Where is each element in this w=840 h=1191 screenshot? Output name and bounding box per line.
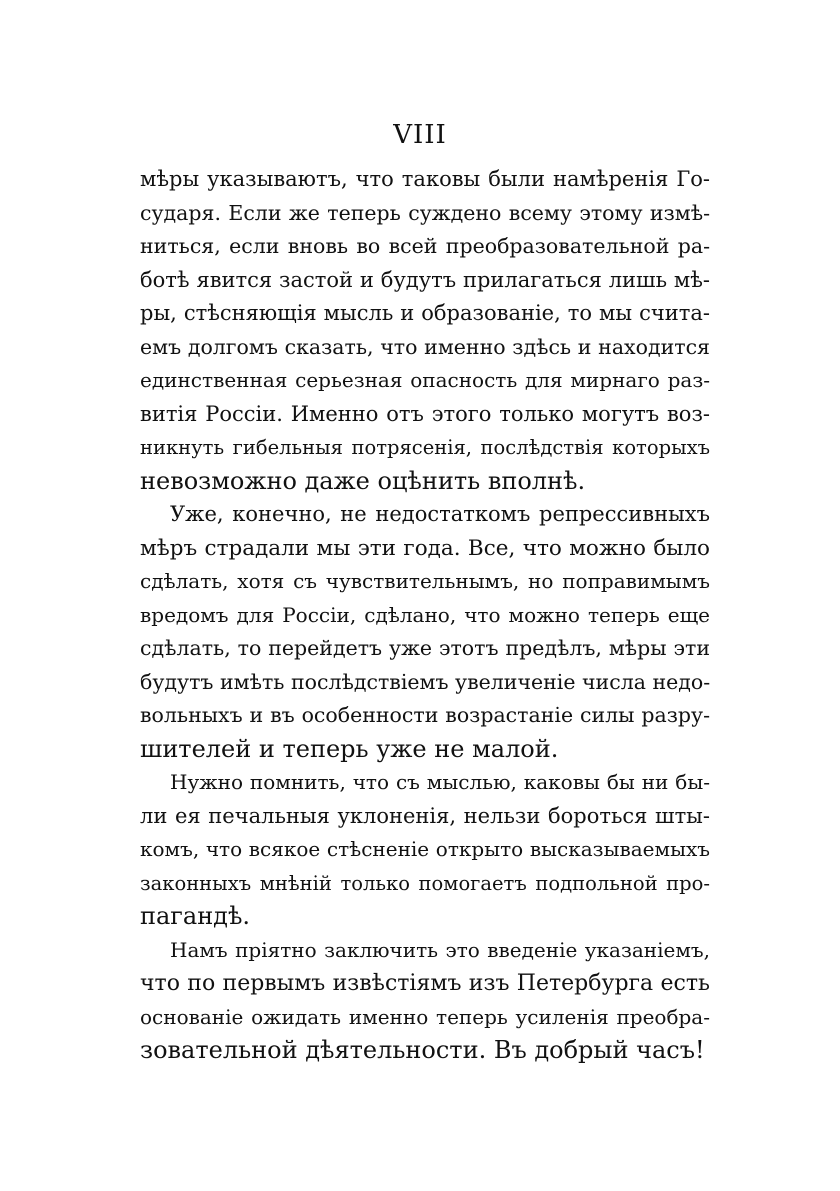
text-line: невозможно даже оцѣнить вполнѣ.	[140, 466, 586, 495]
text-line: емъ долгомъ сказать, что именно здѣсь и находится	[140, 334, 710, 359]
text-line: никнуть гибельныя потрясенія, послѣдствія которыхъ	[140, 436, 710, 459]
text-line: зовательной дѣятельности. Въ добрый часъ!	[140, 1036, 705, 1064]
text-line: вольныхъ и въ особенности возрастаніе силы разру-	[140, 703, 710, 727]
paragraph-3	[140, 766, 710, 934]
text-line: сдѣлать, хотя съ чувствительнымъ, но поправимымъ	[140, 569, 710, 593]
text-line: мѣръ страдали мы эти года. Все, что можно было	[140, 535, 710, 561]
text-line: вредомъ для Россіи, сдѣлано, что можно теперь еще	[140, 602, 710, 627]
text-line: Намъ пріятно заключить это введеніе указаніемъ,	[170, 937, 710, 962]
body-text	[140, 163, 710, 1068]
text-line: мѣры указываютъ, что таковы были намѣренія Го-	[140, 167, 710, 191]
text-line: ниться, если вновь во всей преобразовательной ра-	[140, 234, 710, 258]
text-line: ли ея печальныя уклоненія, нельзи бороться шты-	[140, 803, 710, 828]
text-line: Уже, конечно, не недостаткомъ репрессивныхъ	[170, 502, 710, 526]
text-line: Нужно помнить, что съ мыслью, каковы бы ни бы-	[170, 770, 710, 794]
text-line: сдѣлать, то перейдетъ уже этотъ предѣлъ, мѣры эти	[140, 636, 710, 660]
paragraph-1	[140, 163, 710, 498]
text-line: сударя. Если же теперь суждено всему этому измѣ-	[140, 200, 710, 225]
text-line: ры, стѣсняющія мысль и образованіе, то мы счита-	[140, 301, 710, 325]
text-line: что по первымъ извѣстіямъ изъ Петербурга есть	[140, 971, 710, 996]
paragraph-4	[140, 934, 710, 1068]
text-line: пагандѣ.	[140, 902, 251, 930]
page-number: VIII	[393, 120, 447, 150]
text-line: законныхъ мнѣній только помогаетъ подпольной про-	[140, 871, 710, 895]
text-line: ботѣ явится застой и будутъ прилагаться лишь мѣ-	[140, 267, 710, 292]
text-line: единственная серьезная опасность для мирнаго раз-	[140, 368, 710, 392]
text-line: основаніе ожидать именно теперь усиленія преобра-	[140, 1004, 710, 1029]
text-line: комъ, что всякое стѣсненіе открыто высказываемыхъ	[140, 837, 710, 861]
paragraph-2	[140, 498, 710, 766]
text-line: шителей и теперь уже не малой.	[140, 734, 559, 763]
text-line: витія Россіи. Именно отъ этого только могутъ воз-	[140, 401, 710, 426]
text-line: будутъ имѣть послѣдствіемъ увеличеніе числа недо-	[140, 669, 710, 694]
